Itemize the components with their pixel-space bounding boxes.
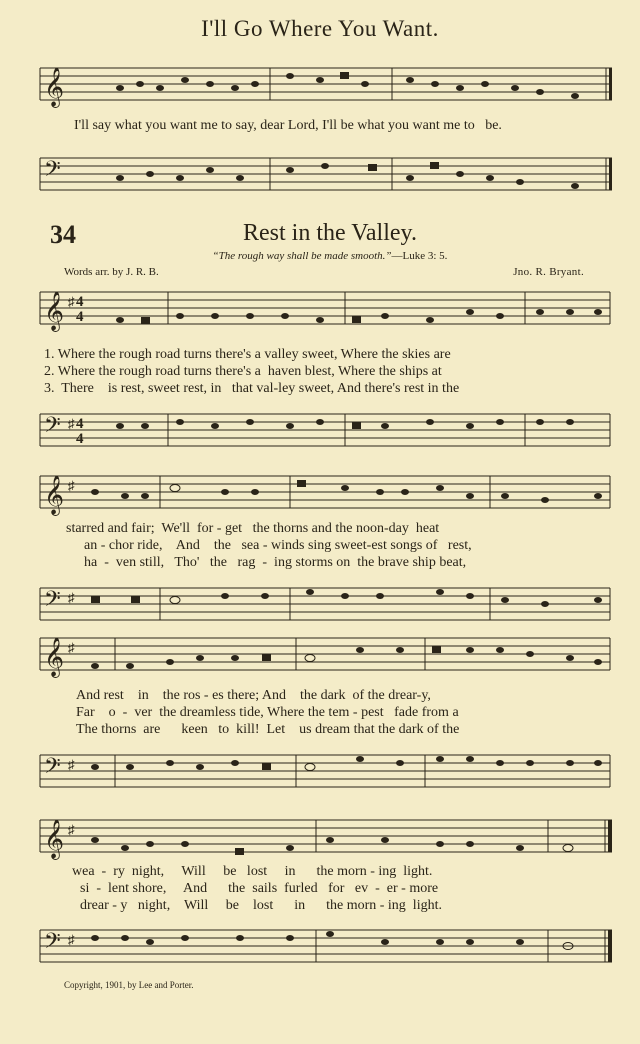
svg-text:♯: ♯ bbox=[68, 932, 75, 947]
svg-text:♯: ♯ bbox=[68, 640, 75, 655]
system-1-bass-staff bbox=[0, 406, 640, 454]
svg-text:♯: ♯ bbox=[68, 294, 75, 309]
system-2-lyric-verse-3: ha - ven still, Tho' the rag - ing storms on the brave ship beat, bbox=[84, 555, 467, 570]
svg-text:♯: ♯ bbox=[68, 590, 75, 605]
copyright-notice: Copyright, 1901, by Lee and Porter. bbox=[64, 980, 194, 990]
svg-text:𝄢: 𝄢 bbox=[44, 929, 61, 958]
system-1-lyric-verse-2: 2. Where the rough road turns there's a haven blest, Where the ships at bbox=[44, 364, 442, 379]
system-1-lyric-verse-3: 3. There is rest, sweet rest, in that val-ley sweet, And there's rest in the bbox=[44, 381, 460, 396]
system-3-lyric-verse-1: And rest in the ros - es there; And the dark of the drear-y, bbox=[76, 688, 431, 703]
svg-text:♯: ♯ bbox=[68, 822, 75, 837]
scripture-quote bbox=[0, 250, 640, 262]
previous-hymn-title: I'll Go Where You Want. bbox=[201, 16, 439, 41]
system-4-lyric-verse-1: wea - ry night, Will be lost in the morn - ing light. bbox=[72, 864, 433, 879]
svg-text:𝄢: 𝄢 bbox=[44, 413, 61, 442]
svg-text:𝄞: 𝄞 bbox=[44, 821, 65, 858]
system-1-lyric-verse-1: 1. Where the rough road turns there's a valley sweet, Where the skies are bbox=[44, 347, 451, 362]
svg-text:4: 4 bbox=[76, 416, 84, 432]
svg-text:𝄢: 𝄢 bbox=[44, 754, 61, 783]
previous-hymn-treble-staff bbox=[0, 60, 640, 116]
music-credit: Jno. R. Bryant. bbox=[513, 266, 584, 278]
svg-text:𝄞: 𝄞 bbox=[44, 293, 65, 330]
svg-text:♯: ♯ bbox=[68, 416, 75, 431]
scripture-reference: —Luke 3: 5. bbox=[391, 250, 448, 262]
system-4-lyric-verse-2: si - lent shore, And the sails furled for ev - er - more bbox=[80, 881, 439, 896]
system-1-treble-staff bbox=[0, 284, 640, 340]
svg-text:𝄢: 𝄢 bbox=[44, 587, 61, 616]
hymn-title: Rest in the Valley. bbox=[243, 220, 417, 246]
system-2-lyric-verse-1: starred and fair; We'll for - get the thorns and the noon-day heat bbox=[66, 521, 440, 536]
previous-hymn-bass-staff bbox=[0, 150, 640, 206]
svg-text:𝄞: 𝄞 bbox=[44, 69, 65, 106]
system-3-lyric-verse-2: Far o - ver the dreamless tide, Where the tem - pest fade from a bbox=[76, 705, 459, 720]
system-2-lyric-verse-2: an - chor ride, And the sea - winds sing sweet-est songs of rest, bbox=[84, 538, 472, 553]
svg-text:4: 4 bbox=[76, 309, 84, 325]
system-3-bass-staff bbox=[0, 747, 640, 795]
svg-text:𝄞: 𝄞 bbox=[44, 477, 65, 514]
system-2-bass-staff bbox=[0, 580, 640, 628]
previous-hymn-lyric: I'll say what you want me to say, dear Lord, I'll be what you want me to be. bbox=[74, 118, 502, 133]
system-4-bass-staff bbox=[0, 922, 640, 970]
system-4-treble-staff bbox=[0, 812, 640, 868]
svg-text:♯: ♯ bbox=[68, 757, 75, 772]
hymn-number: 34 bbox=[50, 220, 76, 249]
svg-text:♯: ♯ bbox=[68, 478, 75, 493]
svg-text:4: 4 bbox=[76, 294, 84, 310]
svg-text:𝄢: 𝄢 bbox=[44, 157, 61, 186]
words-credit: Words arr. by J. R. B. bbox=[64, 266, 159, 278]
svg-text:𝄞: 𝄞 bbox=[44, 639, 65, 676]
scripture-text: “The rough way shall be made smooth.” bbox=[212, 250, 392, 262]
svg-text:4: 4 bbox=[76, 431, 84, 447]
system-3-treble-staff bbox=[0, 630, 640, 686]
system-2-treble-staff bbox=[0, 468, 640, 524]
system-3-lyric-verse-3: The thorns are keen to kill! Let us dream that the dark of the bbox=[76, 722, 460, 737]
system-4-lyric-verse-3: drear - y night, Will be lost in the morn - ing light. bbox=[80, 898, 442, 913]
